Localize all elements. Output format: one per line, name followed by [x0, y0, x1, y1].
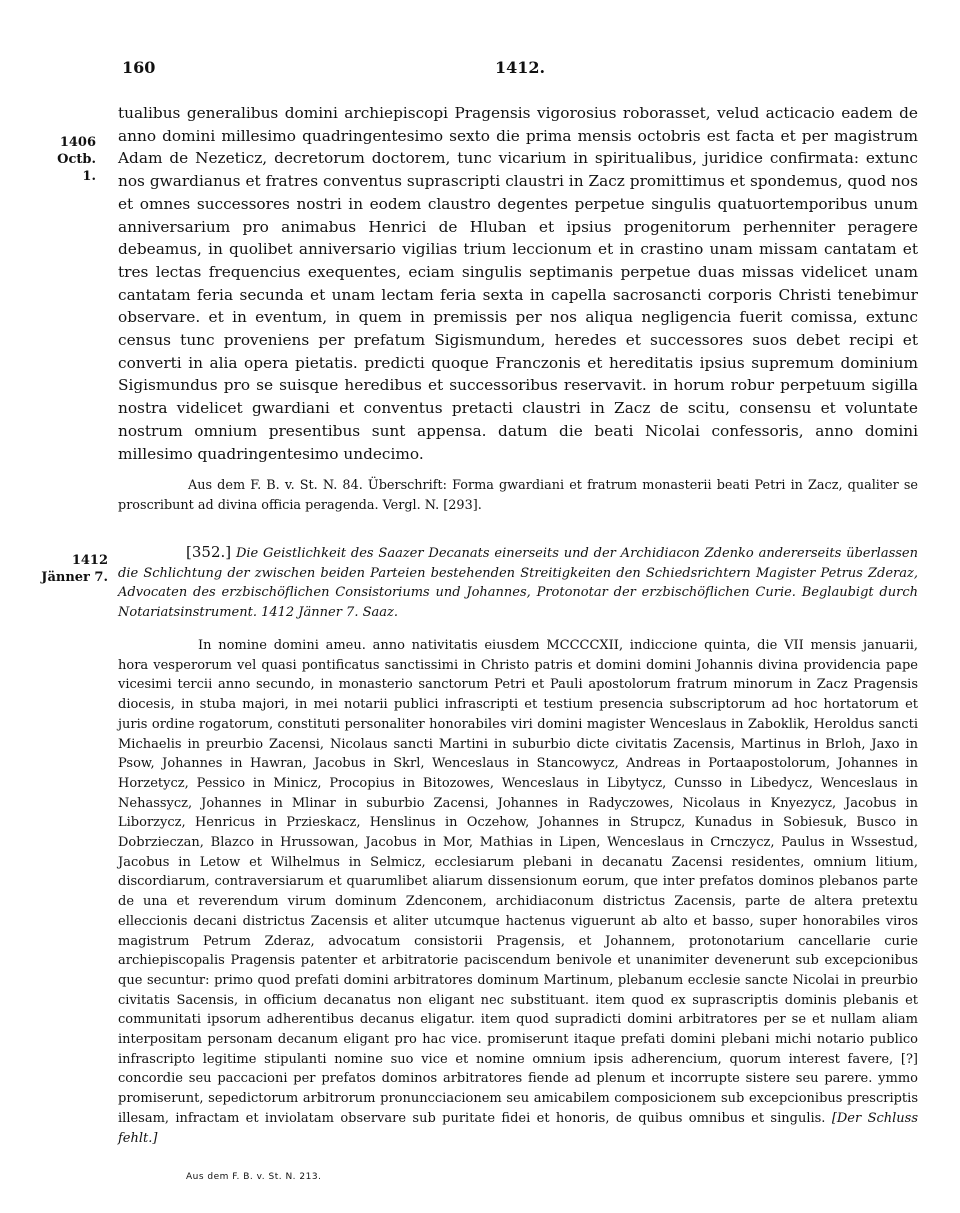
margin-day: Jänner 7.: [41, 570, 108, 585]
margin-year: 1412: [71, 553, 108, 568]
running-head-year: 1412.: [495, 58, 546, 77]
document-text: [118, 636, 918, 1148]
document-number: [352.]: [186, 543, 232, 561]
source-note-small: Aus dem F. B. v. St. N. 213.: [186, 1172, 322, 1182]
document-regest: [118, 543, 918, 622]
margin-date-1406: [40, 134, 96, 185]
page-number: 160: [122, 58, 156, 77]
margin-day: Octb. 1.: [57, 152, 96, 184]
margin-year: 1406: [59, 135, 96, 150]
editorial-note: [Der Schluss fehlt.]: [118, 1110, 918, 1146]
document-body: In nomine domini ameu. anno nativitatis eiusdem MCCCCXII, indiccione quinta, die VII mensis januarii, hora vesperorum vel quasi pontificatus sanctissimi in Christo patris et domini domini Johannis divina providencia pape vicesimi tercii anno secundo, in monasterio sanctorum Petri et Pauli apostolorum fratrum minorum in Zacz Pragensis diocesis, in stuba majori, in mei notarii publici infrascripti et testium presencia subscriptorum ad hoc hortatorum et juris ordine rogatorum, constituti personaliter honorabiles viri domini magister Wenceslaus in Zaboklik, Heroldus sancti Michaelis in preurbio Zacensi, Nicolaus sancti Martini in suburbio dicte civitatis Zacensis, Martinus in Brloh, Jaxo in Psow, Johannes in Hawran, Jacobus in Skrl, Wenceslaus in Stancowycz, Andreas in Portaapostolorum, Johannes in Horzetycz, Pessico in Minicz, Procopius in Bitozowes, Wenceslaus in Libytycz, Cunsso in Libedycz, Wenceslaus in Nehassycz, Johannes in Mlinar in suburbio Zacensi, Johannes in Radyczowes, Nicolaus in Knyezycz, Jacobus in Liborzycz, Henricus in Przieskacz, Henslinus in Oczehow, Johannes in Strupcz, Kunadus in Sobiesuk, Busco in Dobrzieczan, Blazco in Hrussowan, Jacobus in Mor, Mathias in Lipen, Wenceslaus in Crnczycz, Paulus in Wssestud, Jacobus in Letow et Wilhelmus in Selmicz, ecclesiarum plebani in decanatu Zacensi residentes, omnium litium, discordiarum, contraversiarum et quarumlibet aliarum dissensionum eorum, que inter prefatos dominos plebanos parte de una et reverendum virum dominum Zdenconem, archidiaconum districtus Zacensis, parte de altera pretextu elleccionis decani districtus Zacensis et aliter utcumque hactenus viguerunt ab alto et basso, super honorabiles viros magistrum Petrum Zderaz, advocatum consistorii Pragensis, et Johannem, protonotarium cancellarie curie archiepiscopalis Pragensis patenter et arbitratorie paciscendum benivole et unanimiter devenerunt sub excepcionibus que secuntur: primo quod prefati domini arbitratores dominum Martinum, plebanum ecclesie sancte Nicolai in preurbio civitatis Sacensis, in officium decanatus non eligant nec substituant. item quod ex suprascriptis dominis plebanis et communitati ipsorum adherentibus decanus eligatur. item quod supradicti domini arbitratores per se et nullam aliam interpositam personam decanum eligant pro hac vice. promiserunt itaque prefati domini plebani michi notario publico infrascripto legitime stipulanti nomine suo vice et nomine omnium ipsis adherencium, quorum interest favere, [?] concordie seu paccacioni per prefatos dominos arbitratores fiende ad plenum et incorrupte sistere seu parere. ymmo promiserunt, sepedictorum arbitrorum pronuncciacionem seu amicabilem composicionem sub excepcionibus prescriptis illesam, infractam et inviolatam observare sub puritate fidei et honoris, de quibus omnibus et singulis.: [118, 638, 918, 1126]
page-header: [0, 58, 960, 82]
continuation-paragraph: tualibus generalibus domini archiepiscopi Pragensis vigorosius roborasset, velud acticacio eadem de anno domini millesimo quadringentesimo sexto die prima mensis octobris est facta et per magistrum Adam de Nezeticz, decretorum doctorem, tunc vicarium in spiritualibus, juridice confirmata: extunc nos gwardianus et fratres conventus suprascripti claustri in Zacz promittimus et spondemus, quod nos et omnes successores nostri in eodem claustro degentes perpetue singulis quatuortemporibus unum anniversarium pro animabus Henrici de Hluban et ipsius progenitorum perhenniter peragere debeamus, in quolibet anniversario vigilias trium leccionum et in crastino unam missam cantatam et tres lectas frequencius exequentes, eciam singulis septimanis perpetue duas missas videlicet unam cantatam feria secunda et unam lectam feria sexta in capella sacrosancti corporis Christi tenebimur observare. et in eventum, in quem in premissis per nos aliqua negligencia fuerit comissa, extunc census tunc proveniens per prefatum Sigismundum, heredes et successores suos debet recipi et converti in alia opera pietatis. predicti quoque Franczonis et hereditatis ipsius supremum dominium Sigismundus pro se suisque heredibus et successoribus reservavit. in horum robur perpetuum sigilla nostra videlicet gwardiani et conventus pretacti claustri in Zacz de scitu, consensu et voluntate nostrum omnium presentibus sunt appensa. datum die beati Nicolai confessoris, anno domini millesimo quadringentesimo undecimo.: [118, 104, 918, 463]
margin-date-1412: [40, 552, 108, 586]
regest-text: Die Geistlichkeit des Saazer Decanats einerseits und der Archidiacon Zdenko andererseits überlassen die Schlichtung der zwischen beiden Parteien bestehenden Streitigkeiten den Schiedsrichtern Magister Petrus Zderaz, Advocaten des erzbischöflichen Consistoriums und Johannes, Protonotar der erzbischöflichen Curie. Beglaubigt durch Notariatsinstrument. 1412 Jänner 7. Saaz.: [118, 546, 918, 620]
source-note: Aus dem F. B. v. St. N. 84. Überschrift: Forma gwardiani et fratrum monasterii beati Petri in Zacz, qualiter se proscribunt ad divina officia peragenda. Vergl. N. [293].: [118, 478, 918, 513]
